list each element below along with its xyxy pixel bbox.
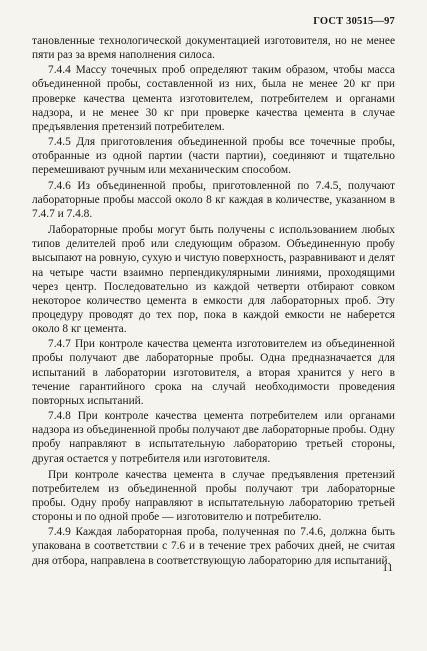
- paragraph-lab-samples: Лабораторные пробы могут быть получены с использованием любых типов делителей проб или следующим образом. Объединенную пробу высыпают на ровную, сухую и чистую поверхность, разравнивают и делят на четыре части взаимно перпендикулярными линиями, проходящими через центр. Последовательно из каждой четверти отбирают совком некоторое количество цемента в емкости для лабораторных проб. Эту процедуру проводят до тех пор, пока в каждой емкости не наберется около 8 кг цемента.: [32, 224, 395, 336]
- body-text: [32, 34, 395, 569]
- paragraph-continuation: тановленные технологической документацией изготовителя, но не менее пяти раз за время наполнения силоса.: [32, 35, 395, 62]
- paragraph-7-4-5: 7.4.5 Для приготовления объединенной пробы все точечные пробы, отобранные из одной партии (части партии), соединяют и тщательно перемешивают ручным или механическим способом.: [32, 136, 395, 177]
- page-number: 11: [382, 562, 393, 574]
- paragraph-7-4-4: 7.4.4 Массу точечных проб определяют таким образом, чтобы масса объединенной пробы, составленной из них, была не менее 20 кг при проверке качества цемента изготовителем, потребителем и органами надзора, и не менее 30 кг при проверке качества цемента в случае предъявления претензий потребителем.: [32, 64, 395, 133]
- paragraph-7-4-8: 7.4.8 При контроле качества цемента потребителем или органами надзора из объединенной пробы получают две лабораторные пробы. Одну пробу направляют в испытательную лабораторию третьей стороны, другая остается у потребителя или изготовителя.: [32, 410, 395, 465]
- paragraph-claims: При контроле качества цемента в случае предъявления претензий потребителем из объединенной пробы получают три лабораторные пробы. Одну пробу направляют в испытательную лабораторию третьей стороны и по одной пробе — изготовителю и потребителю.: [32, 468, 395, 524]
- paragraph-7-4-6: 7.4.6 Из объединенной пробы, приготовленной по 7.4.5, получают лабораторные пробы массой около 8 кг каждая в количестве, указанном в 7.4.7 и 7.4.8.: [32, 179, 395, 220]
- paragraph-7-4-7: 7.4.7 При контроле качества цемента изготовителем из объединенной пробы получают две лабораторные пробы. Одна предназначается для испытаний в лаборатории изготовителя, а вторая хранится у него в течение гарантийного срока на случай необходимости проведения повторных испытаний.: [32, 338, 395, 407]
- standard-header: ГОСТ 30515—97: [313, 16, 395, 27]
- paragraph-7-4-9: 7.4.9 Каждая лабораторная проба, полученная по 7.4.6, должна быть упакована в соответствии с 7.6 и в течение трех рабочих дней, не считая дня отбора, направлена в соответствующую лабораторию для испытаний.: [32, 526, 395, 567]
